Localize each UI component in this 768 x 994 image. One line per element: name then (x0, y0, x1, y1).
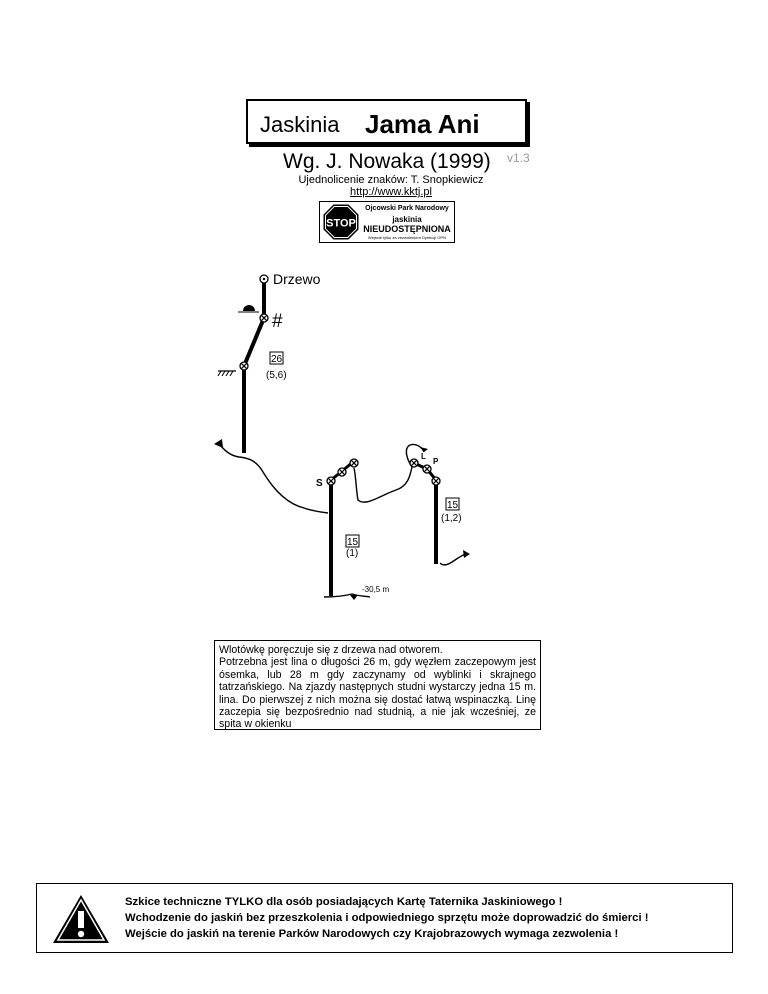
bolt-icon (327, 477, 335, 485)
warning-line: Wejście do jaskiń na terenie Parków Narodowych czy Krajobrazowych wymaga zezwolenia ! (125, 928, 619, 940)
stop-text: STOP (326, 217, 356, 230)
anchor-label: Drzewo (273, 271, 321, 287)
bolt-icon (260, 314, 268, 322)
bolt-icon (423, 465, 431, 473)
arrow-icon (463, 550, 470, 558)
pitch1-bolts: (5,6) (266, 370, 287, 381)
version-label: v1.3 (507, 151, 530, 165)
exclamation-triangle-icon (51, 893, 111, 945)
rigging-note (214, 640, 541, 730)
warning-line: Szkice techniczne TYLKO dla osób posiadających Kartę Taternika Jaskiniowego ! (125, 896, 563, 908)
bolt-icon (350, 459, 358, 467)
pitch3-rope-length: 15 (446, 500, 459, 511)
bolt-icon (410, 459, 418, 467)
tree-anchor-icon (260, 275, 268, 283)
depth-label: -30,5 m (362, 585, 390, 594)
symbol-unification-credit: Ujednolicenie znaków: T. Snopkiewicz (298, 174, 484, 186)
badge-organization: Ojcowski Park Narodowy (365, 205, 449, 212)
badge-status: NIEUDOSTĘPNIONA (363, 224, 451, 234)
bolt-icon (240, 362, 248, 370)
bolt-icon (338, 468, 346, 476)
bolt-icon (432, 477, 440, 485)
cave-name: Jama Ani (365, 109, 480, 139)
safety-warning (36, 883, 733, 953)
hash-symbol: # (272, 311, 283, 332)
pitch2-bolts: (1) (346, 548, 359, 559)
water-level-icon (350, 595, 358, 600)
title-prefix: Jaskinia (260, 112, 340, 137)
website-link[interactable]: http://www.kktj.pl (350, 186, 432, 198)
rope-protector-icon (238, 305, 259, 312)
pitch2-rope-length: 15 (346, 537, 359, 548)
rock-ledge-icon (218, 371, 236, 376)
badge-cave-word: jaskinia (392, 215, 422, 224)
badge-permission-note: Wejście tylko za zezwoleniem Dyrekcji OPN (368, 235, 446, 240)
label-l: L (421, 452, 426, 461)
pitch1-rope-length: 26 (270, 354, 283, 365)
note-line: Potrzebna jest lina o długości 26 m, gdy węzłem zaczepowym jest ósemka, lub 28 m gdy zaczynamy od wyblinki i skrajnego tatrzańskiego. Na zjazdy następnych studni wystarczy jedna 15 m. lina. Do pierwszej z nich można się dostać łatwą wspinaczką. Linę zaczepia się bezpośrednio nad studnią, a nie jak wcześniej, ze spita w okienku (219, 656, 536, 731)
passage-profile (221, 444, 466, 564)
author-credit: Wg. J. Nowaka (1999) (283, 150, 491, 173)
note-line: Wlotówkę poręczuje się z drzewa nad otworem. (219, 644, 443, 656)
label-p: P (433, 457, 439, 466)
warning-line: Wchodzenie do jaskiń bez przeszkolenia i odpowiedniego sprzętu może doprowadzić do śmierci ! (125, 912, 649, 924)
arrow-icon (214, 439, 223, 448)
label-s: S (316, 478, 323, 489)
pitch3-bolts: (1,2) (441, 513, 462, 524)
